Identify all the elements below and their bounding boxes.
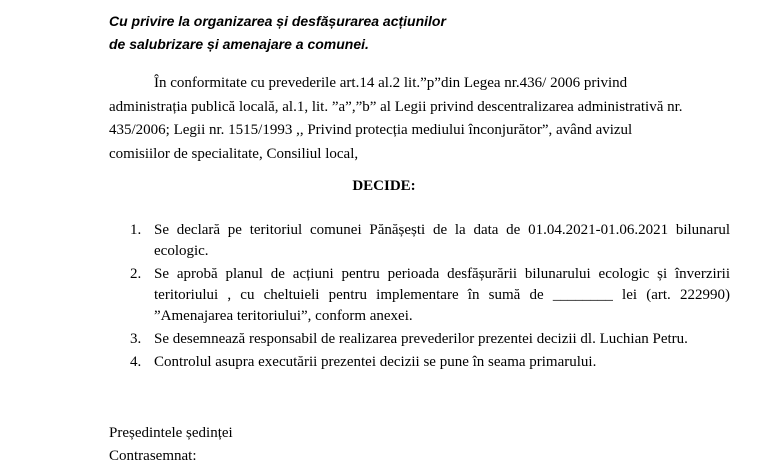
preamble-line-1: În conformitate cu prevederile art.14 al.2 lit.”p”din Legea nr.436/ 2006 privind <box>154 75 628 91</box>
article-number: 3. <box>130 331 142 347</box>
signature-block <box>109 422 233 468</box>
article-item <box>130 264 730 327</box>
article-text-line: ”Amenajarea teritoriului”, conform anexei. <box>154 308 413 324</box>
article-text-line: ecologic. <box>154 243 209 259</box>
article-text-line: Se aprobă planul de acțiuni pentru perioada desfășurării bilunarului ecologic și înverzirii <box>154 266 730 282</box>
article-item <box>130 352 730 373</box>
article-text-line: Controlul asupra executării prezentei decizii se pune în seama primarului. <box>154 354 597 370</box>
president-label: Președintele ședinței <box>109 425 233 441</box>
article-item <box>130 220 730 262</box>
articles-list <box>130 220 730 373</box>
decide-heading: DECIDE: <box>352 178 416 194</box>
article-number: 2. <box>130 266 142 282</box>
article-item <box>130 329 730 350</box>
subject-line-1: Cu privire la organizarea și desfășurarea acțiunilor <box>109 13 446 29</box>
preamble-paragraph <box>109 72 731 166</box>
article-text-line: Se desemnează responsabil de realizarea prevederilor prezentei decizii dl. Luchian Petru. <box>154 331 688 347</box>
article-text-line: Se declară pe teritoriul comunei Pănășești de la data de 01.04.2021-01.06.2021 bilunarul <box>154 222 730 238</box>
preamble-line-3: 435/2006; Legii nr. 1515/1993 ,, Privind protecția mediului înconjurător”, având avizul <box>109 122 633 138</box>
article-number: 4. <box>130 354 142 370</box>
article-text-line: teritoriului , cu cheltuieli pentru implementare în sumă de ________ lei (art. 222990) <box>154 287 730 303</box>
countersigned-label: Contrasemnat: <box>109 448 197 464</box>
preamble-line-4: comisiilor de specialitate, Consiliul local, <box>109 145 359 162</box>
preamble-line-2: administrația publică locală, al.1, lit. ”a”,”b” al Legii privind descentralizarea administrativă nr. <box>109 98 683 115</box>
article-number: 1. <box>130 222 142 238</box>
subject-line-2: de salubrizare și amenajare a comunei. <box>109 36 369 52</box>
decision-subject <box>109 10 446 56</box>
